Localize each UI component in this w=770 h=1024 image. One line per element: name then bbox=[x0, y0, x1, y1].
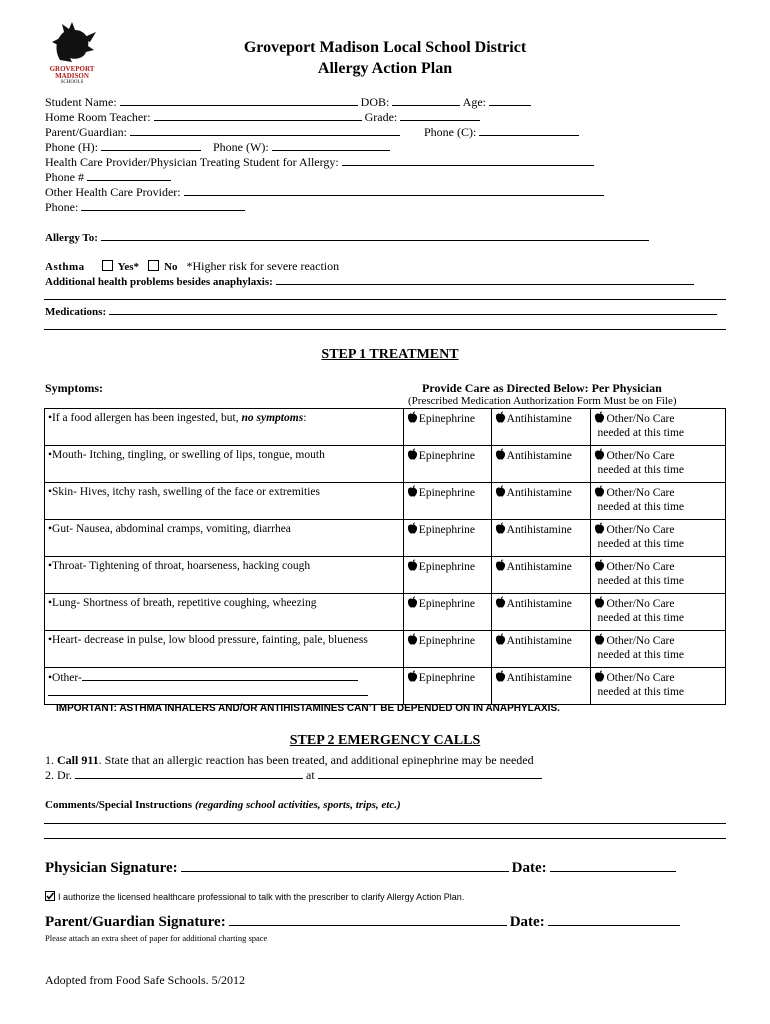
doctor-at-label: at bbox=[306, 768, 315, 782]
parent-date-label: Date: bbox=[509, 914, 545, 930]
other-phone-field[interactable] bbox=[81, 200, 245, 211]
step2-line2-number: 2. bbox=[45, 768, 54, 782]
epinephrine-option-label: Epinephrine bbox=[418, 598, 475, 610]
apple-icon bbox=[407, 485, 418, 497]
apple-icon bbox=[407, 448, 418, 460]
antihistamine-option[interactable] bbox=[491, 631, 591, 668]
apple-icon bbox=[407, 411, 418, 423]
symptom-text: •Skin- Hives, itchy rash, swelling of the face or extremities bbox=[48, 486, 320, 498]
apple-icon bbox=[495, 596, 506, 608]
apple-icon bbox=[594, 596, 605, 608]
phone-c-field[interactable] bbox=[479, 125, 579, 136]
symptom-text: •If a food allergen has been ingested, but, bbox=[48, 412, 242, 424]
epinephrine-option[interactable] bbox=[403, 409, 491, 446]
symptom-suffix: : bbox=[303, 412, 307, 424]
symptom-row bbox=[45, 668, 726, 705]
apple-icon bbox=[407, 559, 418, 571]
symptom-cell bbox=[45, 446, 404, 483]
other-no-care-option-label: Other/No Care bbox=[606, 635, 675, 647]
epinephrine-option[interactable] bbox=[403, 483, 491, 520]
antihistamine-option-label: Antihistamine bbox=[506, 450, 572, 462]
other-no-care-detail: needed at this time bbox=[597, 575, 685, 587]
symptom-row bbox=[45, 520, 726, 557]
antihistamine-option[interactable] bbox=[491, 668, 591, 705]
step2-line1-text: . State that an allergic reaction has been treated, and additional epinephrine may be needed bbox=[98, 753, 534, 767]
symptom-text: •Throat- Tightening of throat, hoarseness, hacking cough bbox=[48, 560, 311, 572]
allergy-field[interactable] bbox=[101, 230, 649, 241]
antihistamine-option[interactable] bbox=[491, 594, 591, 631]
provider-phone-field[interactable] bbox=[87, 170, 171, 181]
symptom-text: •Heart- decrease in pulse, low blood pressure, fainting, pale, blueness bbox=[48, 634, 368, 646]
symptom-cell bbox=[45, 409, 404, 446]
logo-line-1: GROVEPORT bbox=[49, 65, 95, 73]
other-provider-label: Other Health Care Provider: bbox=[45, 185, 181, 199]
step2-title: STEP 2 EMERGENCY CALLS bbox=[289, 733, 481, 748]
symptom-row bbox=[45, 631, 726, 668]
symptom-text: •Gut- Nausea, abdominal cramps, vomiting, diarrhea bbox=[48, 523, 291, 535]
apple-icon bbox=[594, 522, 605, 534]
other-no-care-detail: needed at this time bbox=[597, 686, 685, 698]
grade-label: Grade: bbox=[364, 110, 398, 124]
comments-label: Comments/Special Instructions bbox=[45, 799, 192, 811]
age-field[interactable] bbox=[489, 95, 531, 106]
symptom-row bbox=[45, 409, 726, 446]
apple-icon bbox=[594, 411, 605, 423]
other-no-care-detail: needed at this time bbox=[597, 464, 685, 476]
symptom-cell bbox=[45, 483, 404, 520]
asthma-yes-label: Yes* bbox=[117, 261, 140, 273]
phone-w-field[interactable] bbox=[272, 140, 390, 151]
epinephrine-option[interactable] bbox=[403, 668, 491, 705]
teacher-field[interactable] bbox=[154, 110, 362, 121]
other-no-care-option[interactable] bbox=[591, 557, 726, 594]
other-no-care-detail: needed at this time bbox=[597, 649, 685, 661]
epinephrine-option[interactable] bbox=[403, 631, 491, 668]
other-no-care-detail: needed at this time bbox=[597, 501, 685, 513]
apple-icon bbox=[407, 633, 418, 645]
antihistamine-option-label: Antihistamine bbox=[506, 413, 572, 425]
symptom-cell bbox=[45, 520, 404, 557]
doctor-phone-field[interactable] bbox=[318, 768, 542, 779]
epinephrine-option[interactable] bbox=[403, 446, 491, 483]
call-911: Call 911 bbox=[57, 753, 99, 767]
antihistamine-option[interactable] bbox=[491, 520, 591, 557]
other-no-care-option-label: Other/No Care bbox=[606, 561, 675, 573]
medications-line-2[interactable] bbox=[44, 329, 726, 330]
apple-icon bbox=[407, 596, 418, 608]
dob-field[interactable] bbox=[392, 95, 460, 106]
phone-h-field[interactable] bbox=[101, 140, 201, 151]
phone-w-label: Phone (W): bbox=[213, 140, 269, 154]
symptom-cell bbox=[45, 668, 404, 705]
apple-icon bbox=[495, 559, 506, 571]
epinephrine-option-label: Epinephrine bbox=[418, 413, 475, 425]
dob-label: DOB: bbox=[360, 95, 390, 109]
phone-c-label: Phone (C): bbox=[423, 125, 477, 139]
student-name-label: Student Name: bbox=[45, 95, 117, 109]
asthma-no-label: No bbox=[164, 261, 178, 273]
apple-icon bbox=[594, 670, 605, 682]
other-no-care-option[interactable] bbox=[591, 631, 726, 668]
asthma-no-checkbox[interactable] bbox=[148, 260, 159, 271]
antihistamine-option-label: Antihistamine bbox=[506, 524, 572, 536]
epinephrine-option-label: Epinephrine bbox=[418, 561, 475, 573]
other-no-care-option[interactable] bbox=[591, 483, 726, 520]
antihistamine-option-label: Antihistamine bbox=[506, 672, 572, 684]
additional-problems-field[interactable] bbox=[276, 274, 694, 285]
other-no-care-option-label: Other/No Care bbox=[606, 413, 675, 425]
footer-note: Adopted from Food Safe Schools. 5/2012 bbox=[45, 973, 245, 987]
symptom-row bbox=[45, 483, 726, 520]
epinephrine-option-label: Epinephrine bbox=[418, 635, 475, 647]
phone-h-label: Phone (H): bbox=[45, 140, 98, 154]
logo-line-3: SCHOOLS bbox=[60, 80, 84, 85]
logo-line-2: MADISON bbox=[55, 72, 89, 80]
antihistamine-option-label: Antihistamine bbox=[506, 635, 572, 647]
asthma-yes-checkbox[interactable] bbox=[102, 260, 113, 271]
other-no-care-option[interactable] bbox=[591, 668, 726, 705]
antihistamine-option[interactable] bbox=[491, 557, 591, 594]
apple-icon bbox=[495, 485, 506, 497]
grade-field[interactable] bbox=[400, 110, 480, 121]
epinephrine-option-label: Epinephrine bbox=[418, 524, 475, 536]
other-no-care-detail: needed at this time bbox=[597, 538, 685, 550]
comments-line-1[interactable] bbox=[44, 823, 726, 824]
antihistamine-option[interactable] bbox=[491, 446, 591, 483]
physician-date-label: Date: bbox=[511, 860, 547, 876]
provider-field[interactable] bbox=[342, 155, 594, 166]
physician-signature-label: Physician Signature: bbox=[45, 860, 178, 876]
step1-title: STEP 1 TREATMENT bbox=[321, 347, 459, 362]
parent-field[interactable] bbox=[130, 125, 400, 136]
attach-note: Please attach an extra sheet of paper for additional charting space bbox=[45, 933, 268, 943]
additional-problems-line-2[interactable] bbox=[44, 299, 726, 300]
antihistamine-option[interactable] bbox=[491, 409, 591, 446]
authorize-text: I authorize the licensed healthcare professional to talk with the prescriber to clarify Allergy Action Plan. bbox=[58, 892, 465, 902]
epinephrine-option-label: Epinephrine bbox=[418, 450, 475, 462]
physician-date-field[interactable] bbox=[550, 857, 676, 872]
asthma-label: Asthma bbox=[45, 261, 85, 273]
doctor-field[interactable] bbox=[75, 768, 303, 779]
other-phone-label: Phone: bbox=[45, 200, 79, 214]
antihistamine-option[interactable] bbox=[491, 483, 591, 520]
comments-hint: (regarding school activities, sports, trips, etc.) bbox=[194, 799, 401, 811]
symptom-table bbox=[44, 408, 726, 705]
other-no-care-option-label: Other/No Care bbox=[606, 598, 675, 610]
antihistamine-option-label: Antihistamine bbox=[506, 561, 572, 573]
district-title: Groveport Madison Local School District bbox=[243, 39, 527, 56]
other-no-care-option-label: Other/No Care bbox=[606, 524, 675, 536]
symptoms-label: Symptoms: bbox=[45, 381, 104, 395]
provider-label: Health Care Provider/Physician Treating Student for Allergy: bbox=[45, 155, 339, 169]
epinephrine-option[interactable] bbox=[403, 557, 491, 594]
other-no-care-detail: needed at this time bbox=[597, 427, 685, 439]
other-no-care-detail: needed at this time bbox=[597, 612, 685, 624]
checkmark-icon bbox=[45, 891, 55, 901]
provider-phone-label: Phone # bbox=[45, 170, 84, 184]
epinephrine-option[interactable] bbox=[403, 594, 491, 631]
symptom-text: •Mouth- Itching, tingling, or swelling of lips, tongue, mouth bbox=[48, 449, 325, 461]
apple-icon bbox=[594, 448, 605, 460]
parent-date-field[interactable] bbox=[548, 911, 680, 926]
other-no-care-option-label: Other/No Care bbox=[606, 487, 675, 499]
provide-care-label: Provide Care as Directed Below: Per Physician bbox=[422, 381, 662, 395]
apple-icon bbox=[495, 411, 506, 423]
symptom-emphasis: no symptoms bbox=[241, 412, 304, 424]
apple-icon bbox=[495, 448, 506, 460]
teacher-label: Home Room Teacher: bbox=[45, 110, 151, 124]
symptom-text: •Other- bbox=[48, 672, 82, 684]
medications-label: Medications: bbox=[45, 306, 107, 318]
important-note: IMPORTANT: ASTHMA INHALERS AND/OR ANTIHISTAMINES CAN’T BE DEPENDED ON IN ANAPHYLAXIS. bbox=[56, 703, 560, 714]
apple-icon bbox=[594, 633, 605, 645]
other-no-care-option[interactable] bbox=[591, 520, 726, 557]
apple-icon bbox=[594, 559, 605, 571]
antihistamine-option-label: Antihistamine bbox=[506, 487, 572, 499]
comments-line-2[interactable] bbox=[44, 838, 726, 839]
apple-icon bbox=[407, 522, 418, 534]
other-no-care-option-label: Other/No Care bbox=[606, 672, 675, 684]
epinephrine-option-label: Epinephrine bbox=[418, 487, 475, 499]
symptom-text: •Lung- Shortness of breath, repetitive coughing, wheezing bbox=[48, 597, 317, 609]
symptom-cell bbox=[45, 631, 404, 668]
parent-signature-field[interactable] bbox=[229, 911, 507, 926]
form-title: Allergy Action Plan bbox=[317, 60, 453, 77]
other-provider-field[interactable] bbox=[184, 185, 604, 196]
student-name-field[interactable] bbox=[120, 95, 358, 106]
other-symptom-field-2[interactable] bbox=[48, 685, 368, 696]
prescribed-note: (Prescribed Medication Authorization Form Must be on File) bbox=[408, 395, 677, 407]
medications-field[interactable] bbox=[109, 304, 717, 315]
step2-line1-number: 1. bbox=[45, 753, 54, 767]
parent-label: Parent/Guardian: bbox=[45, 125, 127, 139]
symptom-cell bbox=[45, 594, 404, 631]
apple-icon bbox=[594, 485, 605, 497]
symptom-row bbox=[45, 446, 726, 483]
apple-icon bbox=[407, 670, 418, 682]
physician-signature-field[interactable] bbox=[181, 857, 509, 872]
apple-icon bbox=[495, 670, 506, 682]
apple-icon bbox=[495, 633, 506, 645]
parent-signature-label: Parent/Guardian Signature: bbox=[45, 914, 226, 930]
symptom-cell bbox=[45, 557, 404, 594]
other-symptom-field[interactable] bbox=[82, 670, 358, 681]
asthma-note: *Higher risk for severe reaction bbox=[186, 259, 340, 273]
allergy-label: Allergy To: bbox=[45, 232, 98, 244]
other-no-care-option[interactable] bbox=[591, 594, 726, 631]
other-no-care-option-label: Other/No Care bbox=[606, 450, 675, 462]
doctor-label: Dr. bbox=[57, 768, 72, 782]
antihistamine-option-label: Antihistamine bbox=[506, 598, 572, 610]
epinephrine-option[interactable] bbox=[403, 520, 491, 557]
additional-problems-label: Additional health problems besides anaphylaxis: bbox=[45, 276, 273, 288]
epinephrine-option-label: Epinephrine bbox=[418, 672, 475, 684]
authorize-checkbox[interactable] bbox=[45, 891, 55, 901]
age-label: Age: bbox=[462, 95, 486, 109]
symptom-row bbox=[45, 594, 726, 631]
other-no-care-option[interactable] bbox=[591, 409, 726, 446]
other-no-care-option[interactable] bbox=[591, 446, 726, 483]
symptom-row bbox=[45, 557, 726, 594]
apple-icon bbox=[495, 522, 506, 534]
